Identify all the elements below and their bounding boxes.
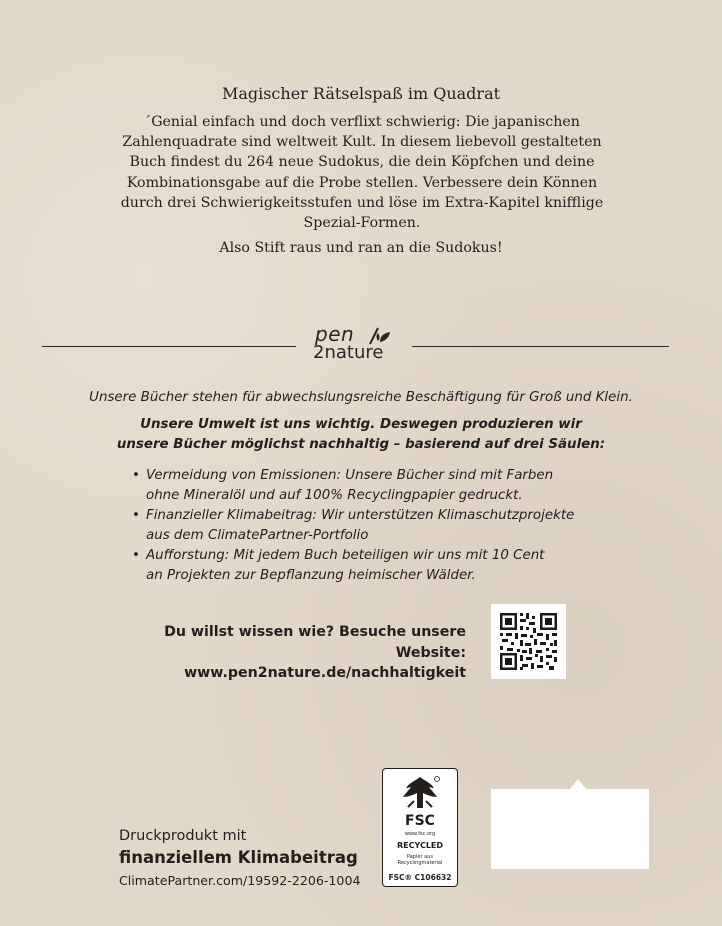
leaf-icon <box>368 326 394 346</box>
fsc-license-code: FSC® C106632 <box>388 873 452 882</box>
website-block <box>120 622 466 684</box>
pillar-line: • Finanzieller Klimabeitrag: Wir unterstützen Klimaschutzprojekte <box>146 508 575 523</box>
tagline: Unsere Bücher stehen für abwechslungsreiche Beschäftigung für Groß und Klein. <box>89 390 633 405</box>
pillar-line: • Aufforstung: Mit jedem Buch beteiligen wir uns mit 10 Cent <box>146 548 545 563</box>
label-tab <box>570 779 586 789</box>
logo-text-pen: pen <box>315 322 355 346</box>
environment-statement <box>0 415 722 455</box>
pillar-line: aus dem ClimatePartner-Portfolio <box>146 528 369 543</box>
page-title: Magischer Rätselspaß im Quadrat <box>221 84 501 103</box>
pillar-line: an Projekten zur Bepflanzung heimischer Wälder. <box>146 568 476 583</box>
list-item <box>132 466 592 506</box>
qr-code-icon <box>491 604 566 679</box>
fsc-tree-icon <box>399 775 441 811</box>
blank-label-box <box>491 789 649 869</box>
call-to-action: Also Stift raus und ran an die Sudokus! <box>219 240 503 256</box>
fsc-recycled: RECYCLED <box>396 841 444 850</box>
pen2nature-logo <box>306 322 406 372</box>
climate-line-2: finanziellem Klimabeitrag <box>119 848 358 867</box>
pillar-line: • Vermeidung von Emissionen: Unsere Bücher sind mit Farben <box>146 468 554 483</box>
divider-right <box>412 346 669 347</box>
website-prompt: Du willst wissen wie? Besuche unsere Website: <box>164 624 466 661</box>
fsc-subtitle <box>383 854 457 866</box>
climate-id: ClimatePartner.com/19592-2206-1004 <box>119 873 361 888</box>
pillars-list <box>132 466 592 586</box>
website-url[interactable]: www.pen2nature.de/nachhaltigkeit <box>184 665 466 681</box>
fsc-label <box>382 768 458 887</box>
intro-paragraph: ´Genial einfach und doch verflixt schwierig: Die japanischen Zahlenquadrate sind weltweit Kult. In diesem liebevoll gestalteten Buch findest du 264 neue Sudokus, die dein Köpfchen und deine Kombinationsgabe auf die Probe stellen. Verbessere dein Können durch drei Schwierigkeitsstufen und löse im Extra-Kapitel knifflige Spezial-Formen. <box>120 114 604 232</box>
climate-line-1: Druckprodukt mit <box>119 828 247 844</box>
fsc-subtitle-line: Recyclingmaterial <box>397 860 443 866</box>
list-item <box>132 546 592 586</box>
list-item <box>132 506 592 546</box>
divider-left <box>42 346 296 347</box>
climate-partner-block <box>119 828 360 888</box>
pillar-line: ohne Mineralöl und auf 100% Recyclingpapier gedruckt. <box>146 488 523 503</box>
environment-line-1: Unsere Umwelt ist uns wichtig. Deswegen produzieren wir <box>140 417 582 432</box>
fsc-name: FSC <box>405 813 435 829</box>
fsc-subtitle-line: Papier aus <box>407 854 433 860</box>
qr-code[interactable] <box>491 604 566 679</box>
logo-text-nature: 2nature <box>313 342 384 363</box>
environment-line-2: unsere Bücher möglichst nachhaltig – basierend auf drei Säulen: <box>116 437 606 452</box>
fsc-url: www.fsc.org <box>404 831 436 837</box>
